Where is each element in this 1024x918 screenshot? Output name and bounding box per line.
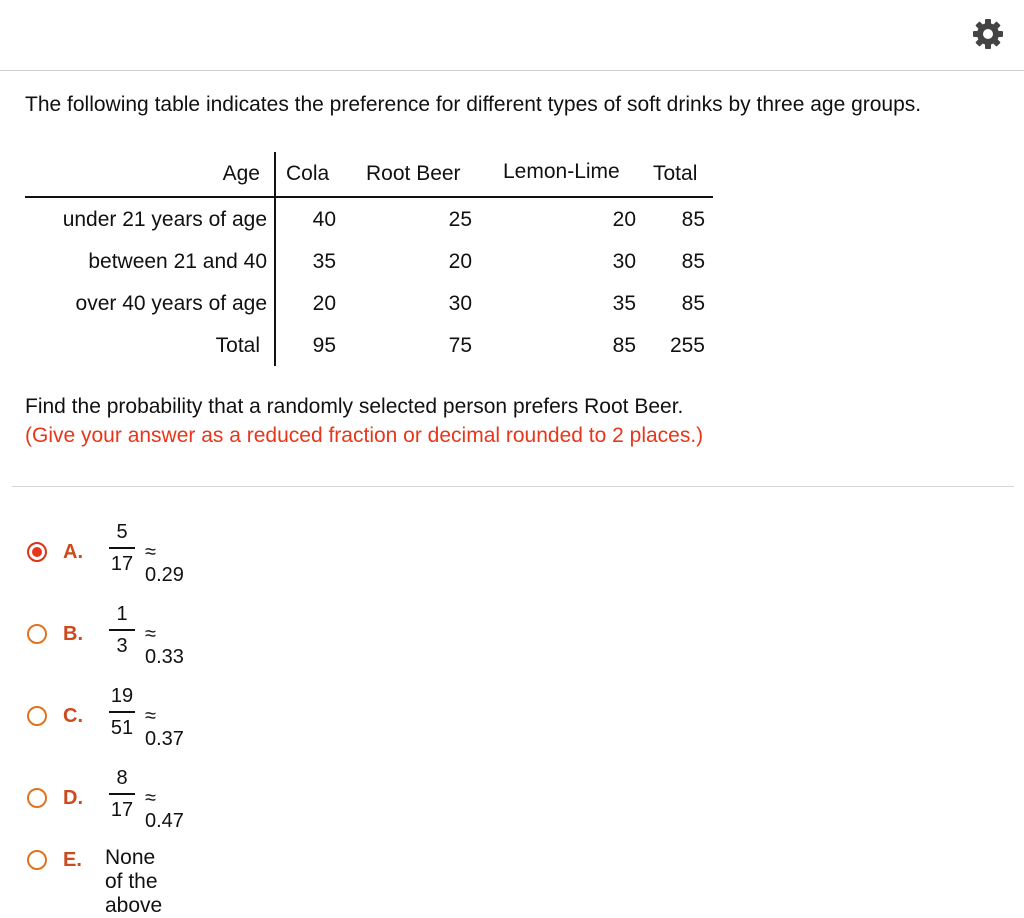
- table-cell: 20: [312, 292, 336, 315]
- radio-button[interactable]: [27, 850, 47, 870]
- gear-icon[interactable]: [970, 16, 1006, 52]
- table-cell: 30: [448, 292, 472, 315]
- table-cell: 25: [448, 208, 472, 231]
- fraction-bar: [109, 793, 135, 795]
- row-label: Total: [215, 334, 260, 357]
- table-header-rule: [25, 196, 713, 198]
- table-cell: 30: [612, 250, 636, 273]
- numerator: 19: [110, 685, 134, 707]
- header-total: Total: [653, 162, 698, 185]
- choice-letter: B.: [63, 623, 83, 645]
- table-cell: 95: [312, 334, 336, 357]
- fraction: [109, 684, 135, 740]
- denominator: 3: [116, 634, 128, 657]
- table-cell: 255: [669, 334, 705, 357]
- table-cell: 35: [312, 250, 336, 273]
- choice-letter: C.: [63, 705, 83, 727]
- denominator: 17: [110, 798, 134, 821]
- answer-hint: (Give your answer as a reduced fraction or decimal rounded to 2 places.): [25, 424, 704, 447]
- row-label: over 40 years of age: [75, 292, 267, 315]
- choice-letter: A.: [63, 541, 83, 563]
- numerator: 1: [116, 603, 128, 625]
- choice-text: None of the above: [105, 846, 163, 917]
- header-cola: Cola: [286, 162, 330, 185]
- denominator: 17: [110, 552, 134, 575]
- fraction-bar: [109, 711, 135, 713]
- fraction: [109, 520, 135, 576]
- table-cell: 35: [612, 292, 636, 315]
- table-cell: 85: [612, 334, 636, 357]
- header-root-beer: Root Beer: [366, 162, 461, 185]
- header-age: Age: [222, 162, 260, 185]
- section-divider: [12, 486, 1014, 487]
- approx-value: ≈ 0.33: [145, 623, 184, 668]
- numerator: 8: [116, 767, 128, 789]
- table-cell: 85: [681, 292, 705, 315]
- row-label: between 21 and 40: [88, 250, 267, 273]
- approx-value: ≈ 0.37: [145, 705, 184, 750]
- fraction-bar: [109, 629, 135, 631]
- table-column-rule: [274, 152, 276, 366]
- table-cell: 75: [448, 334, 472, 357]
- top-divider: [0, 70, 1024, 71]
- question-text: Find the probability that a randomly selected person prefers Root Beer.: [25, 395, 684, 418]
- fraction: [109, 766, 135, 822]
- denominator: 51: [110, 716, 134, 739]
- header-lemon-lime: Lemon-Lime: [503, 160, 620, 183]
- numerator: 5: [116, 521, 128, 543]
- fraction: [109, 602, 135, 658]
- table-cell: 85: [681, 208, 705, 231]
- intro-text: The following table indicates the preference for different types of soft drinks by three age groups.: [25, 93, 922, 116]
- table-cell: 20: [612, 208, 636, 231]
- choice-letter: D.: [63, 787, 83, 809]
- question-block: [25, 392, 985, 450]
- radio-button[interactable]: [27, 624, 47, 644]
- fraction-bar: [109, 547, 135, 549]
- table-cell: 20: [448, 250, 472, 273]
- choice-letter: E.: [63, 849, 82, 871]
- approx-value: ≈ 0.29: [145, 541, 184, 586]
- table-cell: 40: [312, 208, 336, 231]
- radio-button[interactable]: [27, 788, 47, 808]
- radio-button[interactable]: [27, 706, 47, 726]
- approx-value: ≈ 0.47: [145, 787, 184, 832]
- row-label: under 21 years of age: [62, 208, 267, 231]
- table-cell: 85: [681, 250, 705, 273]
- radio-button-selected[interactable]: [27, 542, 47, 562]
